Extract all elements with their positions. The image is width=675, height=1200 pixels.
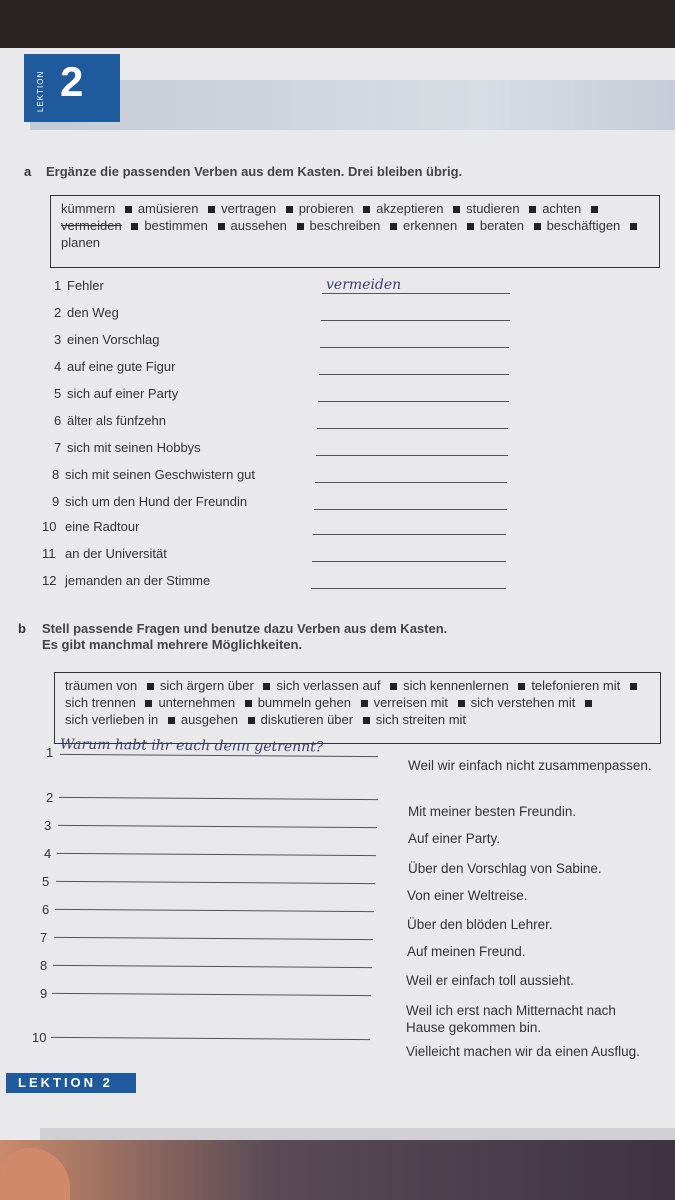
section-a-separator-icon (363, 206, 370, 213)
section-b-separator-icon (518, 683, 525, 690)
section-a-separator-icon (453, 206, 460, 213)
section-a-word: achten (542, 201, 582, 216)
section-a-word: probieren (298, 201, 354, 216)
section-b-title-line1: Stell passende Fragen und benutze dazu Verben aus dem Kasten. (42, 621, 448, 636)
section-b-item-number: 9 (40, 986, 48, 1001)
section-b-item-number: 4 (44, 846, 52, 861)
section-a-item-number: 12 (42, 573, 57, 588)
section-b-item-number: 7 (40, 930, 48, 945)
section-a-item-text: eine Radtour (65, 519, 140, 534)
section-a-answer-line[interactable] (322, 293, 510, 294)
section-b-word: sich verlassen auf (276, 678, 381, 693)
section-b-given-answer: Weil wir einfach nicht zusammenpassen. (408, 758, 652, 773)
section-a-separator-icon (390, 223, 397, 230)
section-a-separator-icon (125, 206, 132, 213)
lektion-badge (24, 54, 120, 122)
section-a-word: beschreiben (309, 218, 381, 233)
section-b-item-number: 1 (46, 745, 54, 760)
section-b-word: sich trennen (65, 695, 136, 710)
section-a-item-text: an der Universität (65, 546, 167, 561)
section-b-given-answer: Weil ich erst nach Mitternacht nach Hause gekommen bin. (406, 1003, 616, 1035)
section-b-title-line2: Es gibt manchmal mehrere Möglichkeiten. (42, 637, 303, 652)
section-b-title (42, 621, 447, 653)
section-b-given-answer: Auf meinen Freund. (407, 944, 526, 959)
section-a-answer-line[interactable] (313, 534, 506, 535)
section-b-word-box (54, 672, 661, 744)
section-a-word-list (61, 200, 649, 251)
section-a-item-number: 10 (42, 519, 57, 534)
section-b-separator-icon (361, 700, 368, 707)
section-a-item-text: sich mit seinen Geschwistern gut (65, 467, 256, 482)
section-b-given-answer: Mit meiner besten Freundin. (408, 804, 577, 819)
section-b-word: ausgehen (180, 712, 238, 727)
section-a-word: amüsieren (137, 201, 199, 216)
section-a-separator-icon (630, 223, 637, 230)
section-b-given-answer: Von einer Weltreise. (407, 888, 528, 903)
section-a-item-text: älter als fünfzehn (67, 413, 167, 428)
section-a-answer-line[interactable] (314, 509, 507, 510)
section-b-separator-icon (630, 683, 637, 690)
section-a-item-number: 3 (54, 332, 62, 347)
section-a-item-text: sich um den Hund der Freundin (65, 494, 248, 509)
section-a-item-text: sich mit seinen Hobbys (67, 440, 201, 455)
section-b-word: sich ärgern über (159, 678, 254, 693)
section-b-separator-icon (248, 717, 255, 724)
section-a-answer-line[interactable] (320, 347, 509, 348)
lektion-badge-label: LEKTION (36, 70, 45, 112)
section-b-item-number: 2 (46, 790, 54, 805)
section-a-word: kümmern (61, 201, 116, 216)
section-a-answer-line[interactable] (311, 588, 506, 589)
section-a-item-number: 8 (52, 467, 60, 482)
section-b-letter: b (18, 621, 26, 636)
section-b-word: sich streiten mit (375, 712, 467, 727)
section-a-word: vertragen (221, 201, 277, 216)
section-b-word: sich kennenlernen (403, 678, 509, 693)
section-a-answer-line[interactable] (312, 561, 506, 562)
section-a-title: Ergänze die passenden Verben aus dem Kasten. Drei bleiben übrig. (46, 164, 463, 179)
section-b-separator-icon (585, 700, 592, 707)
section-a-item-number: 5 (54, 386, 62, 401)
section-b-word: träumen von (65, 678, 138, 693)
section-b-given-answer: Über den blöden Lehrer. (407, 917, 553, 932)
section-a-word-box (50, 195, 660, 268)
section-a-word: akzeptieren (376, 201, 444, 216)
section-a-item-number: 2 (54, 305, 62, 320)
section-a-item-text: jemanden an der Stimme (65, 573, 211, 588)
section-b-handwritten-question: Warum habt ihr euch denn getrennt? (59, 736, 324, 756)
section-b-separator-icon (168, 717, 175, 724)
section-a-word: aussehen (230, 218, 287, 233)
section-a-answer-line[interactable] (316, 455, 508, 456)
section-b-item-number: 3 (44, 818, 52, 833)
section-a-answer-line[interactable] (318, 401, 509, 402)
section-a-item-text: einen Vorschlag (67, 332, 160, 347)
section-b-item-number: 5 (42, 874, 50, 889)
section-a-separator-icon (591, 206, 598, 213)
section-a-answer-line[interactable] (319, 374, 509, 375)
section-a-separator-icon (297, 223, 304, 230)
section-a-item-number: 7 (54, 440, 62, 455)
section-a-separator-icon (534, 223, 541, 230)
section-a-word: erkennen (403, 218, 458, 233)
section-b-item-number: 8 (40, 958, 48, 973)
lektion-number: 2 (60, 58, 84, 105)
section-b-given-answer: Vielleicht machen wir da einen Ausflug. (406, 1044, 640, 1059)
section-b-separator-icon (363, 717, 370, 724)
footer-lektion-label: LEKTION 2 (6, 1073, 136, 1093)
section-a-item-number: 11 (42, 546, 56, 561)
section-a-item-text: sich auf einer Party (67, 386, 179, 401)
section-b-separator-icon (263, 683, 270, 690)
section-a-answer-line[interactable] (317, 428, 508, 429)
section-a-separator-icon (286, 206, 293, 213)
section-b-separator-icon (145, 700, 152, 707)
section-b-word: sich verlieben in (65, 712, 159, 727)
section-b-separator-icon (390, 683, 397, 690)
section-b-separator-icon (147, 683, 154, 690)
section-a-letter: a (24, 164, 32, 179)
section-b-word: unternehmen (158, 695, 236, 710)
section-a-item-number: 6 (54, 413, 62, 428)
header-band (30, 80, 675, 130)
section-a-separator-icon (208, 206, 215, 213)
section-a-item-text: Fehler (67, 278, 104, 293)
section-b-separator-icon (245, 700, 252, 707)
section-b-given-answer: Auf einer Party. (408, 831, 501, 846)
section-a-word: beschäftigen (546, 218, 621, 233)
section-a-item-number: 4 (54, 359, 62, 374)
section-a-word: beraten (479, 218, 524, 233)
section-a-item-number: 9 (52, 494, 60, 509)
section-b-given-answer: Über den Vorschlag von Sabine. (408, 861, 602, 876)
section-b-separator-icon (458, 700, 465, 707)
section-a-word: bestimmen (144, 218, 208, 233)
section-b-word: telefonieren mit (531, 678, 621, 693)
section-a-answer-line[interactable] (315, 482, 507, 483)
section-a-separator-icon (529, 206, 536, 213)
section-b-item-number: 6 (42, 902, 50, 917)
section-a-word: studieren (466, 201, 520, 216)
section-b-word: verreisen mit (373, 695, 448, 710)
section-a-separator-icon (218, 223, 225, 230)
section-a-handwritten-answer: vermeiden (326, 277, 402, 293)
section-a-answer-line[interactable] (321, 320, 510, 321)
section-b-item-number: 10 (32, 1030, 47, 1045)
section-a-separator-icon (131, 223, 138, 230)
table-surface (0, 1140, 675, 1200)
section-a-word: planen (61, 235, 101, 250)
section-a-separator-icon (467, 223, 474, 230)
section-a-item-text: auf eine gute Figur (67, 359, 176, 374)
section-a-item-number: 1 (54, 278, 62, 293)
section-b-word: bummeln gehen (257, 695, 351, 710)
section-b-word: sich verstehen mit (470, 695, 576, 710)
section-b-given-answer: Weil er einfach toll aussieht. (406, 973, 574, 988)
section-a-word: vermeiden (61, 218, 122, 233)
section-b-word-list (65, 677, 650, 728)
section-a-item-text: den Weg (67, 305, 119, 320)
section-b-word: diskutieren über (260, 712, 354, 727)
